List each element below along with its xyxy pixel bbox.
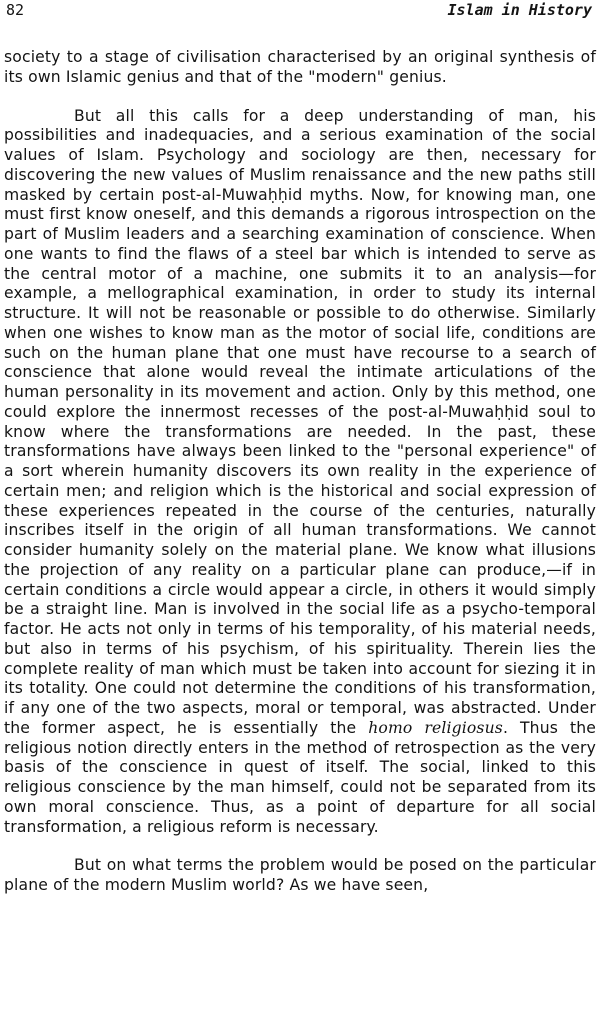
body-text [4,48,596,896]
paragraph-1: society to a stage of civilisation characterised by an original synthesis of its own Islamic genius and that of the "modern" genius. [4,48,596,86]
running-head: Islam in History [447,1,592,19]
page-number: 82 [6,1,25,19]
paragraph-2-part-b: . Thus the religious notion directly enters in the method of retrospection as the very basis of the conscience in quest of itself. The social, linked to this religious conscience by the man himself, could not be separated from its own moral conscience. Thus, as a point of departure for all social transformation, a religious reform is necessary. [4,718,596,836]
latin-term: homo religiosus [368,718,503,737]
paragraph-2 [4,107,596,838]
paragraph-3: But on what terms the problem would be posed on the particular plane of the modern Muslim world? As we have seen, [4,856,596,894]
paragraph-2-part-a: But all this calls for a deep understanding of man, his possibilities and inadequacies, and a serious examination of the social values of Islam. Psychology and sociology are then, necessary for discovering the new values of Muslim renaissance and the new paths still masked by certain post-al-Muwaḥḥid myths. Now, for knowing man, one must first know oneself, and this demands a rigorous introspection on the part of Muslim leaders and a searching examination of conscience. When one wants to find the flaws of a steel bar which is intended to serve as the central motor of a machine, one submits it to an analysis—for example, a mellographical examination, in order to study its internal structure. It will not be reasonable or possible to do otherwise. Similarly when one wishes to know man as the motor of social life, conditions are such on the human plane that one must have recourse to a search of conscience that alone would reveal the intimate articulations of the human personality in its movement and action. Only by this method, one could explore the innermost recesses of the post-al-Muwaḥḥid soul to know where the transformations are needed. In the past, these transformations have always been linked to the "personal experience" of a sort wherein humanity discovers its own reality in the experience of certain men; and religion which is the historical and social expression of these experiences repeated in the course of the centuries, naturally inscribes itself in the origin of all human transformations. We cannot consider humanity solely on the material plane. We know what illusions the projection of any reality on a particular plane can produce,—if in certain conditions a circle would appear a circle, in others it would simply be a straight line. Man is involved in the social life as a psycho-temporal factor. He acts not only in terms of his temporality, of his material needs, but also in terms of his psychism, of his spirituality. Therein lies the complete reality of man which must be taken into account for siezing it in its totality. One could not determine the conditions of his transformation, if any one of the two aspects, moral or temporal, was abstracted. Under the former aspect, he is essentially the [4,106,596,737]
page-header [0,0,600,24]
